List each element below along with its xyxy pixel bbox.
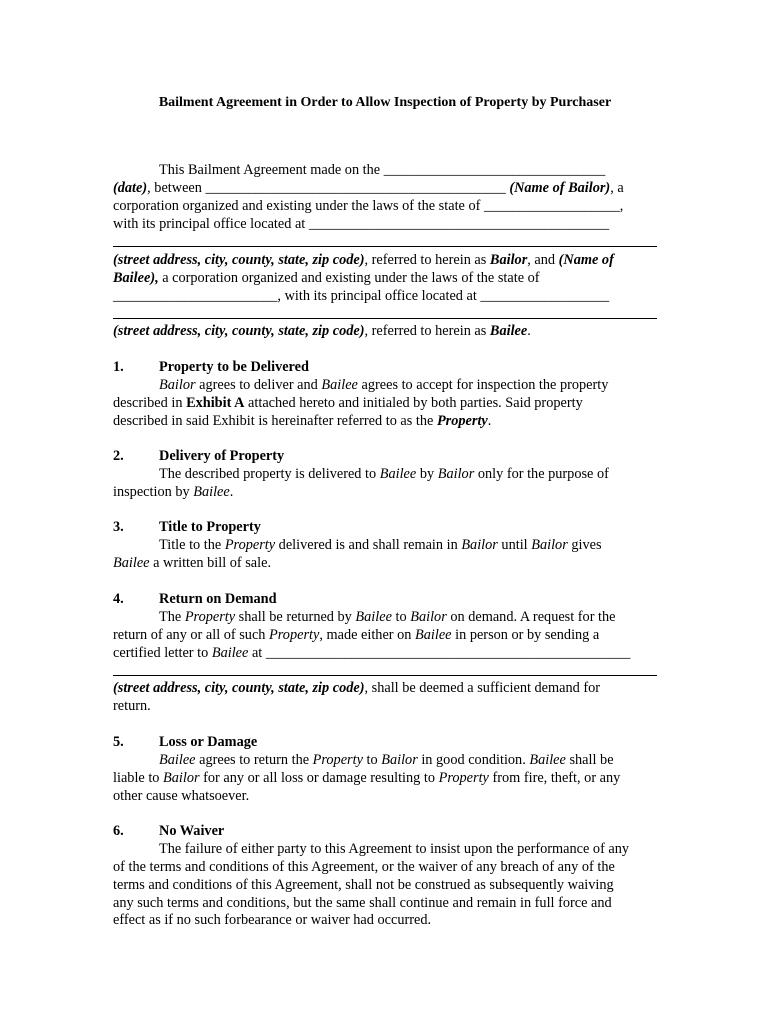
bailee-name-placeholder: Bailee), <box>113 270 159 286</box>
section-6-line-4: any such terms and conditions, but the same shall continue and remain in full force and <box>113 895 612 911</box>
text: described in <box>113 395 187 411</box>
blank-line <box>113 675 657 676</box>
term: Bailor <box>410 609 447 625</box>
bailee-name-placeholder: (Name of <box>558 252 614 268</box>
section-number: 1. <box>113 359 124 375</box>
section-2-line-1 <box>159 465 609 483</box>
term: Bailor <box>163 770 200 786</box>
address-placeholder: (street address, city, county, state, zip code) <box>113 680 365 696</box>
term: Bailee <box>379 466 417 482</box>
section-5-line-2 <box>113 769 620 787</box>
intro-line-4: with its principal office located at __________________________________________ <box>113 216 610 232</box>
term: Bailee <box>113 555 150 571</box>
intro-line-6 <box>113 269 540 287</box>
section-1-line-3 <box>113 412 491 430</box>
text: agrees to accept for inspection the property <box>357 377 609 393</box>
bailee-term: Bailee <box>489 323 528 339</box>
section-number: 4. <box>113 591 124 607</box>
intro-text: , between __________________________________________ <box>147 180 510 196</box>
text: delivered is and shall remain in <box>275 537 462 553</box>
text: on demand. A request for the <box>446 609 616 625</box>
text: only for the purpose of <box>474 466 609 482</box>
text: liable to <box>113 770 164 786</box>
term: Bailee <box>321 377 358 393</box>
term: Property <box>436 413 488 429</box>
text: return of any or all of such <box>113 627 270 643</box>
intro-text: a corporation organized and existing under the laws of the state of <box>158 270 540 286</box>
text: agrees to return the <box>195 752 313 768</box>
section-1-line-2 <box>113 394 583 412</box>
bailor-term: Bailor <box>489 252 528 268</box>
intro-line-1: This Bailment Agreement made on the _______________________________ <box>159 162 606 178</box>
term: Bailee <box>159 752 196 768</box>
term: Bailee <box>529 752 566 768</box>
section-heading: No Waiver <box>159 823 225 839</box>
bailor-name-placeholder: (Name of Bailor) <box>509 180 611 196</box>
section-4-line-5: return. <box>113 698 151 714</box>
term: Property <box>438 770 489 786</box>
text: gives <box>567 537 602 553</box>
text: from fire, theft, or any <box>488 770 621 786</box>
text: The <box>159 609 185 625</box>
date-placeholder: (date) <box>113 180 148 196</box>
text: by <box>416 466 438 482</box>
section-number: 3. <box>113 519 124 535</box>
term: Bailor <box>531 537 568 553</box>
intro-line-5 <box>113 251 614 269</box>
intro-line-8 <box>113 322 531 340</box>
text: to <box>362 752 382 768</box>
section-4-line-1 <box>159 608 616 626</box>
text: described in said Exhibit is hereinafter referred to as the <box>113 413 437 429</box>
section-6-line-1: The failure of either party to this Agreement to insist upon the performance of any <box>159 841 630 857</box>
text: . <box>229 484 234 500</box>
text: shall be returned by <box>235 609 356 625</box>
intro-text: , referred to herein as <box>364 323 490 339</box>
section-1-line-1 <box>159 376 608 394</box>
text: certified letter to <box>113 645 212 661</box>
exhibit-ref: Exhibit A <box>186 395 245 411</box>
intro-line-7: _______________________, with its principal office located at __________________ <box>113 288 610 304</box>
intro-text: . <box>527 323 531 339</box>
term: Bailee <box>355 609 392 625</box>
section-4-line-2 <box>113 626 599 644</box>
intro-line-2 <box>113 179 624 197</box>
address-placeholder: (street address, city, county, state, zip code) <box>113 323 365 339</box>
text: to <box>391 609 411 625</box>
text: attached hereto and initialed by both parties. Said property <box>244 395 583 411</box>
intro-line-3: corporation organized and existing under the laws of the state of ___________________, <box>113 198 624 214</box>
text: in good condition. <box>417 752 530 768</box>
section-heading: Loss or Damage <box>159 734 258 750</box>
intro-text: , referred to herein as <box>364 252 490 268</box>
term: Bailee <box>193 484 230 500</box>
text: The described property is delivered to <box>159 466 380 482</box>
section-6-line-5: effect as if no such forbearance or waiver had occurred. <box>113 912 432 928</box>
text: a written bill of sale. <box>149 555 272 571</box>
section-4-line-3 <box>113 644 630 662</box>
section-2-line-2 <box>113 483 233 501</box>
term: Property <box>224 537 276 553</box>
text: shall be <box>565 752 614 768</box>
address-placeholder: (street address, city, county, state, zip code) <box>113 252 365 268</box>
section-3-line-2 <box>113 554 271 572</box>
section-heading: Property to be Delivered <box>159 359 309 375</box>
intro-text: , and <box>527 252 559 268</box>
term: Bailor <box>461 537 498 553</box>
section-heading: Title to Property <box>159 519 261 535</box>
text: at ___________________________________________________ <box>248 645 631 661</box>
section-4-line-4 <box>113 679 600 697</box>
section-number: 2. <box>113 448 124 464</box>
section-number: 5. <box>113 734 124 750</box>
section-number: 6. <box>113 823 124 839</box>
section-heading: Return on Demand <box>159 591 277 607</box>
term: Bailor <box>381 752 418 768</box>
term: Property <box>184 609 236 625</box>
term: Bailee <box>211 645 249 661</box>
term: Property <box>269 627 320 643</box>
section-6-line-2: of the terms and conditions of this Agreement, or the waiver of any breach of any of the <box>113 859 615 875</box>
text: for any or all loss or damage resulting to <box>199 770 439 786</box>
term: Bailor <box>159 377 196 393</box>
section-3-line-1 <box>159 536 602 554</box>
text: agrees to deliver and <box>195 377 322 393</box>
document-title: Bailment Agreement in Order to Allow Inspection of Property by Purchaser <box>158 95 612 110</box>
blank-line <box>113 318 657 319</box>
term: Bailor <box>437 466 475 482</box>
section-5-line-3: other cause whatsoever. <box>113 788 250 804</box>
term: Bailee <box>415 627 452 643</box>
blank-line <box>113 246 657 247</box>
section-6-line-3: terms and conditions of this Agreement, shall not be construed as subsequently waiving <box>113 877 614 893</box>
text: in person or by sending a <box>451 627 600 643</box>
text: inspection by <box>113 484 194 500</box>
section-5-line-1 <box>159 751 614 769</box>
text: , made either on <box>319 627 416 643</box>
text: until <box>497 537 532 553</box>
term: Property <box>312 752 363 768</box>
section-heading: Delivery of Property <box>159 448 285 464</box>
text: Title to the <box>159 537 225 553</box>
text: . <box>487 413 492 429</box>
text: , shall be deemed a sufficient demand for <box>364 680 601 696</box>
intro-text: , a <box>610 180 624 196</box>
